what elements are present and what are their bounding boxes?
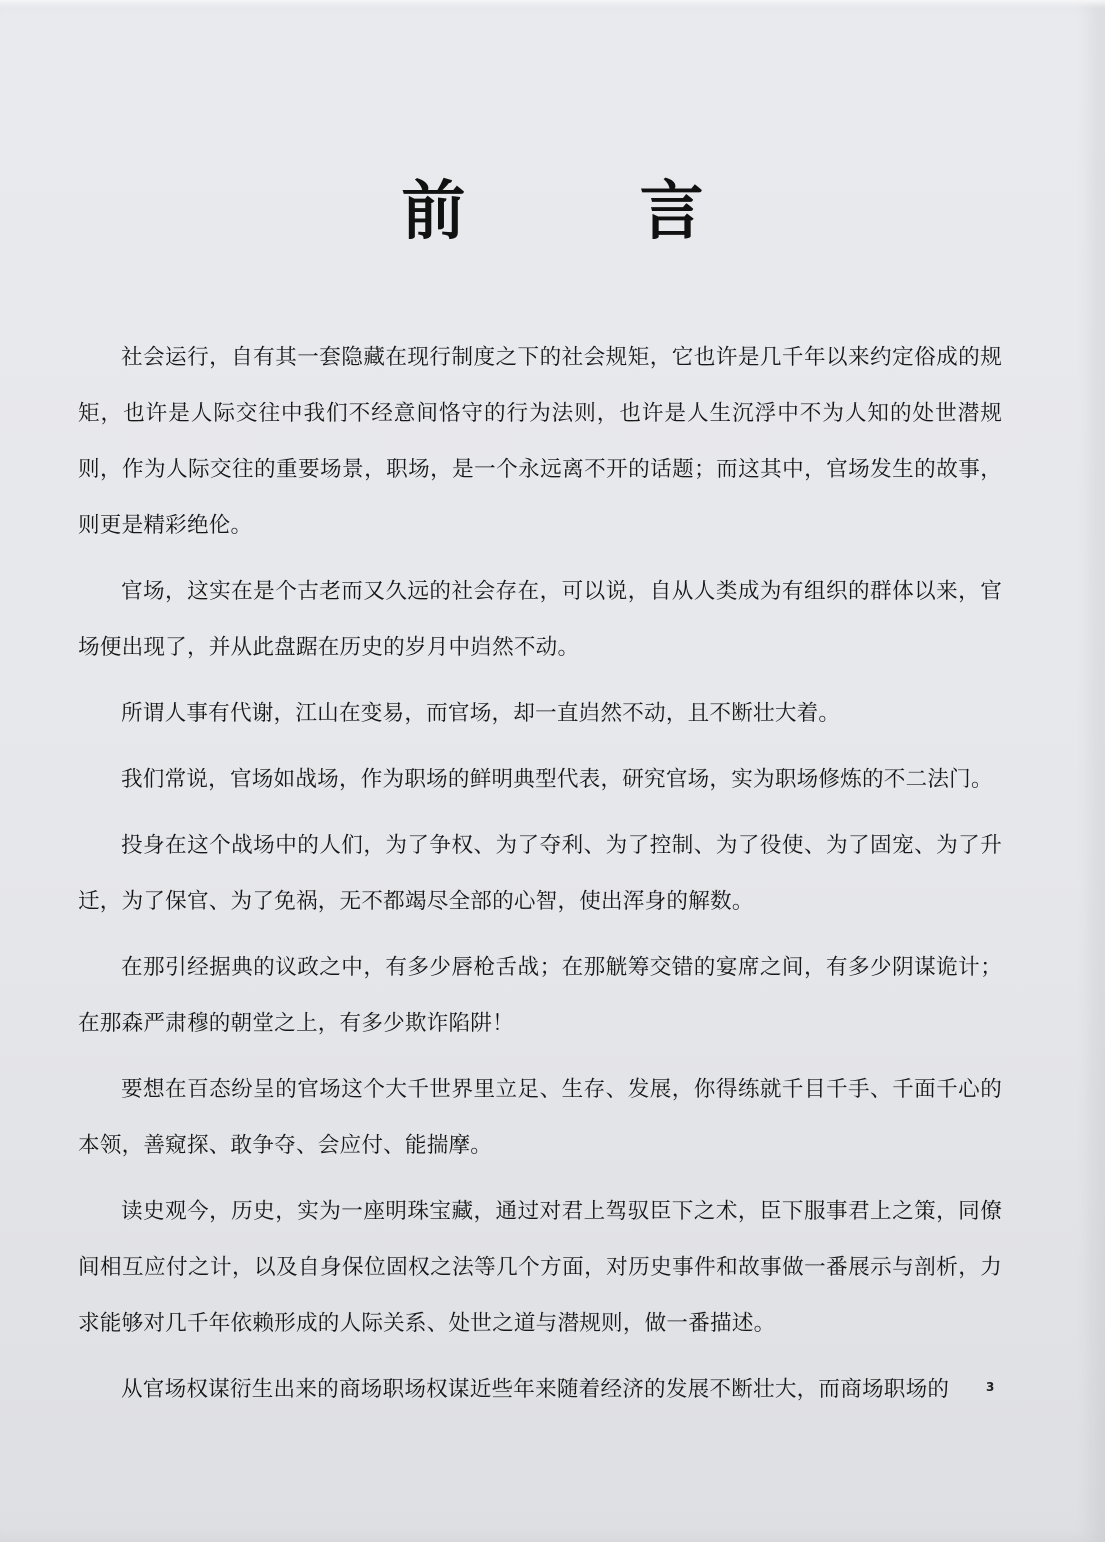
paragraph: 在那引经据典的议政之中，有多少唇枪舌战；在那觥筹交错的宴席之间，有多少阴谋诡计；在那森严肃穆的朝堂之上，有多少欺诈陷阱！ <box>78 955 1002 1036</box>
body-text <box>78 330 1002 1428</box>
paragraph: 要想在百态纷呈的官场这个大千世界里立足、生存、发展，你得练就千目千手、千面千心的本领，善窥探、敢争夺、会应付、能揣摩。 <box>78 1077 1002 1158</box>
page-number: 3 <box>986 1380 995 1394</box>
paragraph: 官场，这实在是个古老而又久远的社会存在，可以说，自从人类成为有组织的群体以来，官场便出现了，并从此盘踞在历史的岁月中岿然不动。 <box>78 579 1002 660</box>
paragraph: 我们常说，官场如战场，作为职场的鲜明典型代表，研究官场，实为职场修炼的不二法门。 <box>121 767 993 792</box>
paragraph: 社会运行，自有其一套隐藏在现行制度之下的社会规矩，它也许是几千年以来约定俗成的规矩，也许是人际交往中我们不经意间恪守的行为法则，也许是人生沉浮中不为人知的处世潜规则，作为人际交往的重要场景，职场，是一个永远离不开的话题；而这其中，官场发生的故事，则更是精彩绝伦。 <box>78 345 1002 538</box>
page-edge <box>0 0 1105 8</box>
page-title: 前 言 <box>401 175 780 249</box>
paragraph: 读史观今，历史，实为一座明珠宝藏，通过对君上驾驭臣下之术，臣下服事君上之策，同僚间相互应付之计，以及自身保位固权之法等几个方面，对历史事件和故事做一番展示与剖析，力求能够对几千年依赖形成的人际关系、处世之道与潜规则，做一番描述。 <box>78 1199 1002 1336</box>
paragraph: 从官场权谋衍生出来的商场职场权谋近些年来随着经济的发展不断壮大，而商场职场的 <box>121 1377 950 1402</box>
paragraph: 投身在这个战场中的人们，为了争权、为了夺利、为了控制、为了役使、为了固宠、为了升迁，为了保官、为了免祸，无不都竭尽全部的心智，使出浑身的解数。 <box>78 833 1002 914</box>
paragraph: 所谓人事有代谢，江山在变易，而官场，却一直岿然不动，且不断壮大着。 <box>121 701 841 726</box>
